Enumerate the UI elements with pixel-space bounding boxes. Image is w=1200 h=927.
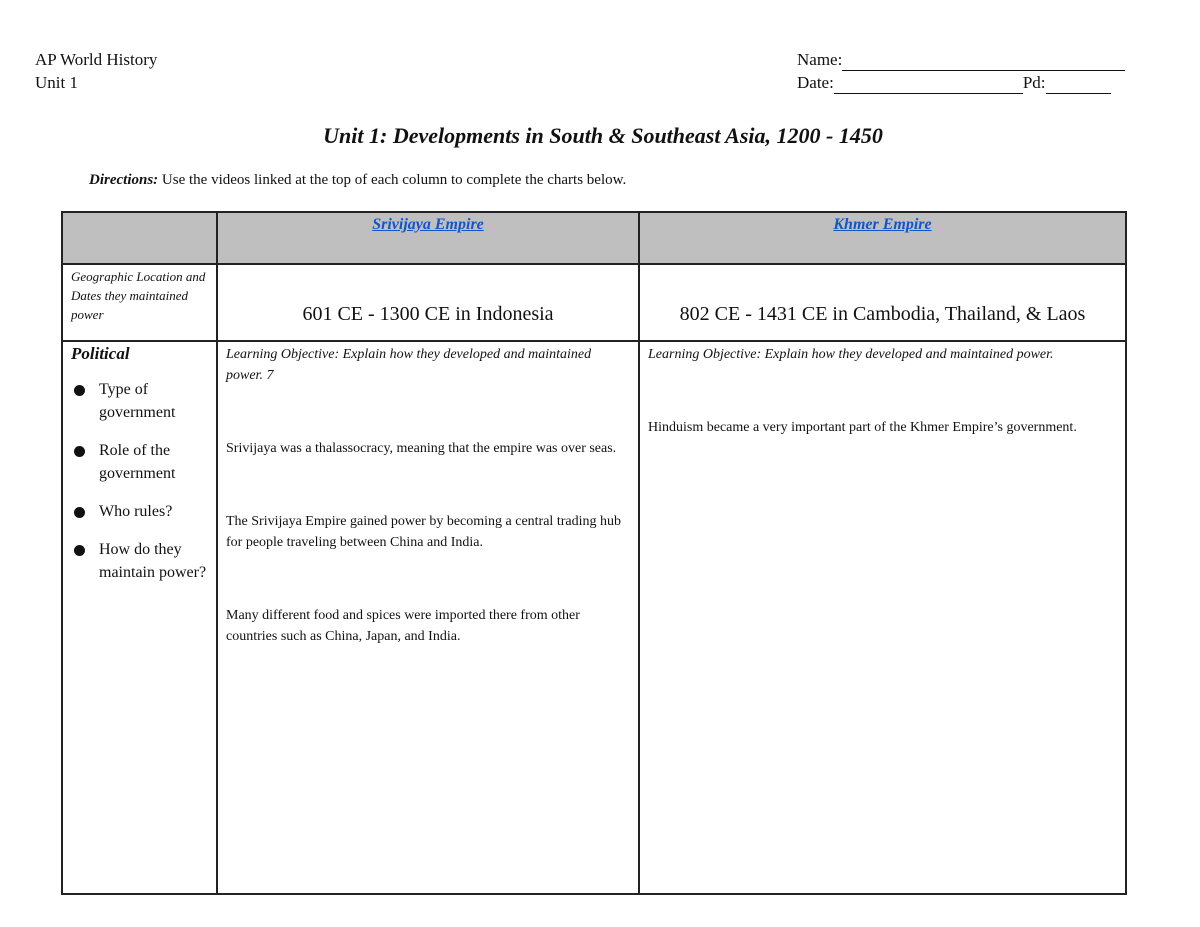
name-label: Name: xyxy=(797,50,843,69)
political-bullets xyxy=(63,378,216,584)
corner-cell xyxy=(62,212,217,264)
srivijaya-learning-objective: Learning Objective: Explain how they developed and maintained power. 7 xyxy=(226,347,592,383)
header-right xyxy=(797,48,1125,94)
directions xyxy=(89,172,626,189)
political-label-cell xyxy=(62,341,217,894)
bullet-type-of-government: Type of government xyxy=(71,378,209,424)
date-line xyxy=(797,71,1125,94)
srivijaya-political-cell[interactable] xyxy=(217,341,639,894)
khmer-geo-value: 802 CE - 1431 CE in Cambodia, Thailand, & Laos xyxy=(679,303,1086,325)
pd-label: Pd: xyxy=(1022,73,1046,92)
chart-table xyxy=(61,211,1127,895)
political-title: Political xyxy=(71,344,130,363)
srivijaya-paragraph: Srivijaya was a thalassocracy, meaning that the empire was over seas. xyxy=(226,441,617,456)
name-field[interactable] xyxy=(842,54,1125,71)
srivijaya-paragraph: Many different food and spices were imported there from other countries such as China, Japan, and India. xyxy=(226,608,580,644)
bullet-role-of-government: Role of the government xyxy=(71,439,209,485)
course-name: AP World History xyxy=(35,50,158,69)
political-row xyxy=(62,341,1126,894)
column-header-khmer xyxy=(639,212,1126,264)
name-line xyxy=(797,48,1125,71)
bullet-maintain-power: How do they maintain power? xyxy=(71,538,209,584)
column-header-srivijaya xyxy=(217,212,639,264)
srivijaya-geo-cell[interactable] xyxy=(217,264,639,341)
bullet-who-rules: Who rules? xyxy=(71,500,209,523)
geo-label: Geographic Location and Dates they maintained power xyxy=(71,269,206,322)
geo-row xyxy=(62,264,1126,341)
khmer-learning-objective: Learning Objective: Explain how they developed and maintained power. xyxy=(648,347,1054,362)
header-row xyxy=(62,212,1126,264)
srivijaya-video-link[interactable]: Srivijaya Empire xyxy=(372,216,484,233)
date-label: Date: xyxy=(797,73,834,92)
header-left xyxy=(35,48,157,94)
pd-field[interactable] xyxy=(1046,77,1111,94)
page-title: Unit 1: Developments in South & Southeast Asia, 1200 - 1450 xyxy=(323,123,883,148)
date-field[interactable] xyxy=(834,77,1023,94)
srivijaya-paragraph: The Srivijaya Empire gained power by becoming a central trading hub for people traveling between China and India. xyxy=(226,514,621,550)
directions-label: Directions: xyxy=(89,172,159,188)
geo-label-cell xyxy=(62,264,217,341)
unit-label: Unit 1 xyxy=(35,73,78,92)
khmer-paragraph: Hinduism became a very important part of the Khmer Empire’s government. xyxy=(648,420,1077,435)
khmer-political-cell[interactable] xyxy=(639,341,1126,894)
khmer-geo-cell[interactable] xyxy=(639,264,1126,341)
directions-text: Use the videos linked at the top of each column to complete the charts below. xyxy=(158,172,627,188)
khmer-video-link[interactable]: Khmer Empire xyxy=(833,216,932,233)
srivijaya-geo-value: 601 CE - 1300 CE in Indonesia xyxy=(302,303,554,325)
